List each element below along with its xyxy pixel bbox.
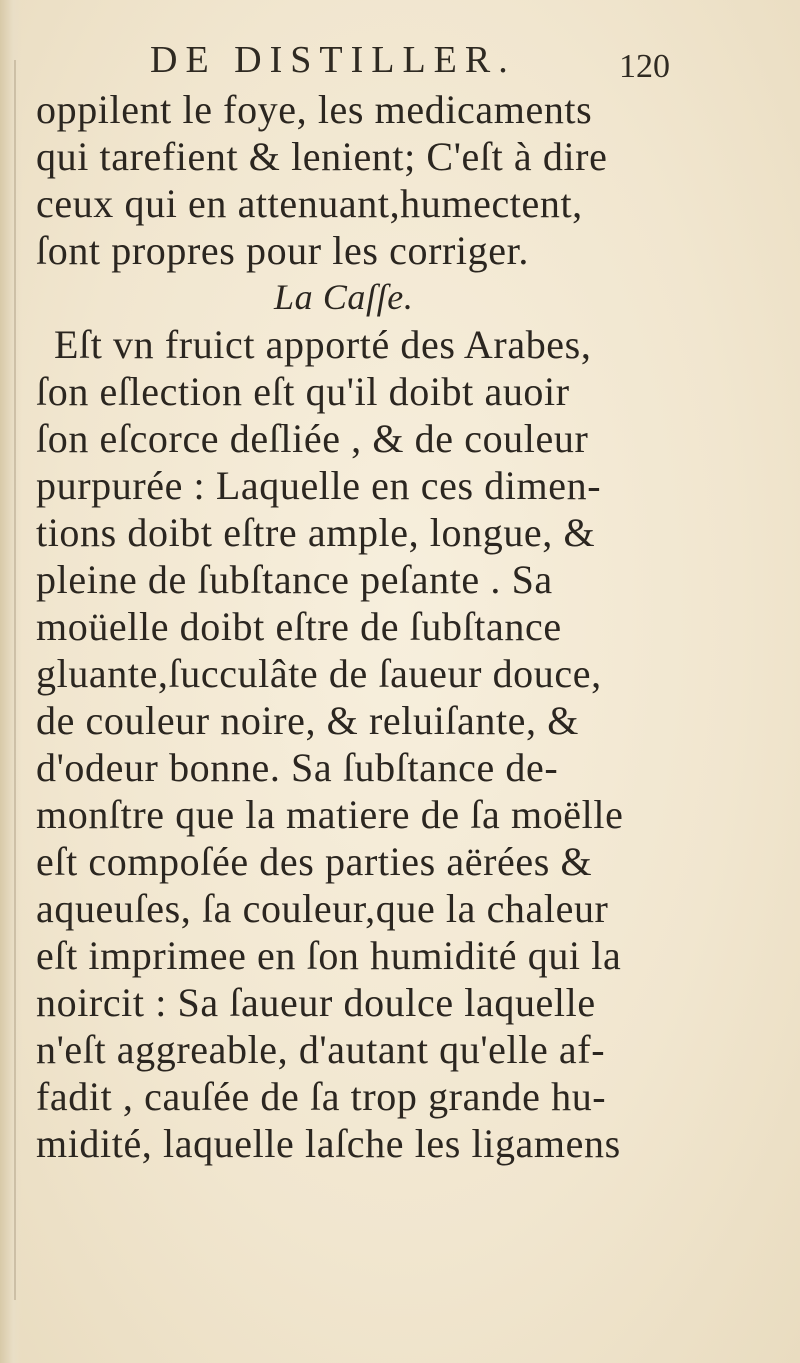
text-line: gluante,ſucculâte de ſaueur douce, (36, 651, 602, 696)
section-subtitle: La Caſſe. (274, 277, 414, 317)
text-line: eſt imprimee en ſon humidité qui la (36, 933, 622, 978)
text-line: ſont propres pour les corriger. (36, 228, 529, 273)
text-line: d'odeur bonne. Sa ſubſtance de- (36, 745, 559, 790)
text-line: eſt compoſée des parties aërées & (36, 839, 593, 884)
text-line: fadit , cauſée de ſa trop grande hu- (36, 1074, 607, 1119)
text-line: tions doibt eſtre ample, longue, & (36, 510, 596, 555)
text-line: midité, laquelle laſche les ligamens (36, 1121, 621, 1166)
text-line: de couleur noire, & reluiſante, & (36, 698, 579, 743)
text-line: purpurée : Laquelle en ces dimen- (36, 463, 602, 508)
text-line: monſtre que la matiere de ſa moëlle (36, 792, 624, 837)
text-line: qui tarefient & lenient; C'eſt à dire (36, 134, 608, 179)
page-gutter (0, 0, 22, 1363)
body-text (36, 86, 776, 1167)
text-line: noircit : Sa ſaueur doulce laquelle (36, 980, 596, 1025)
text-line: n'eſt aggreable, d'autant qu'elle af- (36, 1027, 606, 1072)
text-line: ceux qui en attenuant,humectent, (36, 181, 583, 226)
running-head: DE DISTILLER. (150, 39, 516, 81)
text-line: ſon eſlection eſt qu'il doibt auoir (36, 369, 570, 414)
text-line: moüelle doibt eſtre de ſubſtance (36, 604, 562, 649)
gutter-shadow-line (14, 60, 16, 1300)
text-line: aqueuſes, ſa couleur,que la chaleur (36, 886, 609, 931)
page-number: 120 (619, 48, 670, 85)
text-line: ſon eſcorce deſliée , & de couleur (36, 416, 589, 461)
text-line: oppilent le foye, les medicaments (36, 87, 593, 132)
text-line: Eſt vn fruict apporté des Arabes, (54, 322, 592, 367)
page-header (150, 36, 670, 86)
text-line: pleine de ſubſtance peſante . Sa (36, 557, 553, 602)
